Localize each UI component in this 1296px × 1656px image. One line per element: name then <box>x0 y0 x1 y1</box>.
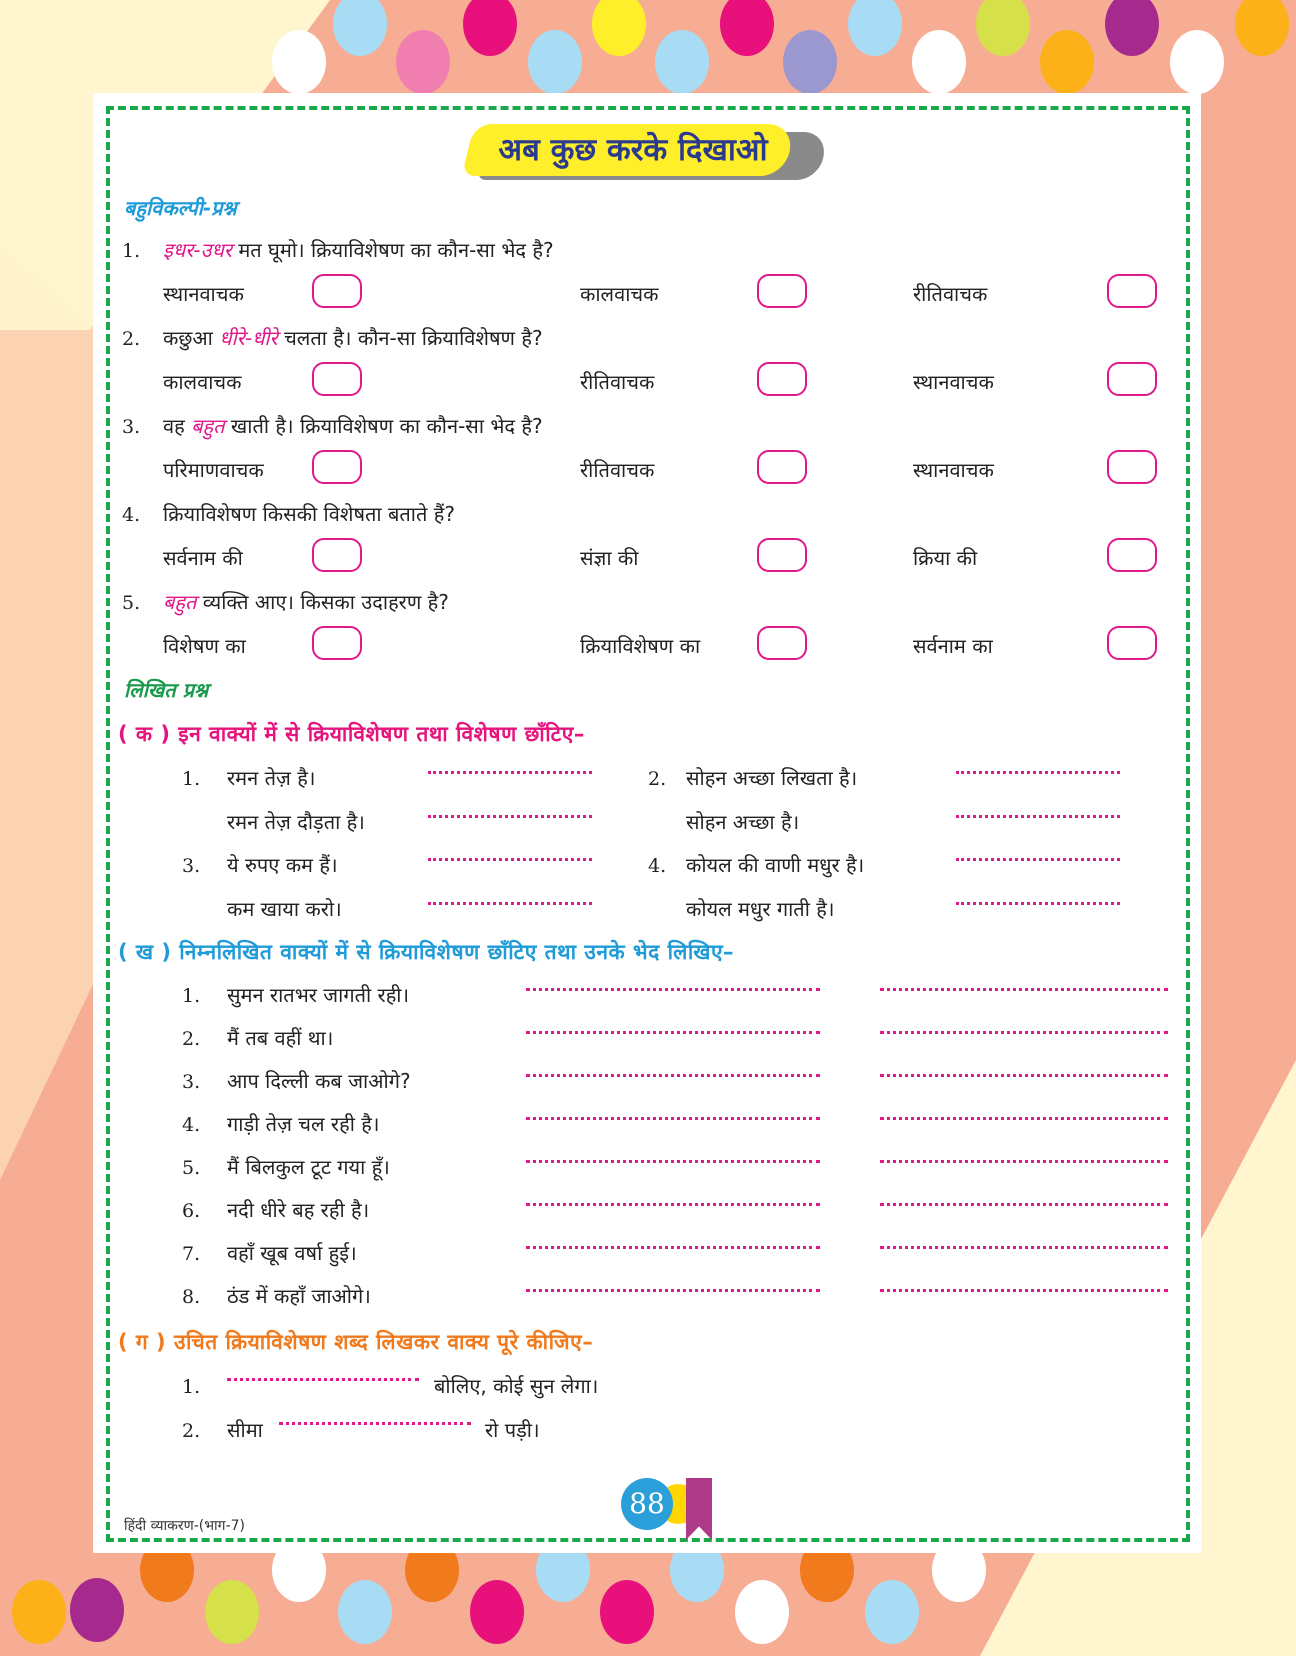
question-prefix: क्रियाविशेषण किसकी विशेषता बताते हैं? <box>163 502 455 526</box>
highlighted-word: धीरे-धीरे <box>219 326 278 350</box>
item-text: गाड़ी तेज़ चल रही है। <box>227 1112 380 1136</box>
decorative-dot <box>1235 0 1289 56</box>
question-rest: व्यक्ति आए। किसका उदाहरण है? <box>196 590 449 614</box>
answer-checkbox[interactable] <box>1107 538 1157 572</box>
question-text <box>163 236 554 263</box>
answer-blank-adverb[interactable] <box>526 988 820 991</box>
answer-blank-type[interactable] <box>880 1031 1168 1034</box>
item-text: ठंड में कहाँ जाओगे। <box>227 1284 371 1308</box>
answer-blank-adverb[interactable] <box>526 1203 820 1206</box>
item-text: नदी धीरे बह रही है। <box>227 1198 370 1222</box>
answer-checkbox[interactable] <box>757 450 807 484</box>
answer-blank-adverb[interactable] <box>526 1117 820 1120</box>
decorative-dot <box>1105 0 1159 56</box>
answer-checkbox[interactable] <box>1107 626 1157 660</box>
answer-blank[interactable] <box>956 815 1120 818</box>
question-text <box>163 500 455 527</box>
item-text: मैं तब वहीं था। <box>227 1026 334 1050</box>
item-text: मैं बिलकुल टूट गया हूँ। <box>227 1155 390 1179</box>
item-text: सुमन रातभर जागती रही। <box>227 983 410 1007</box>
question-number: 1. <box>122 240 141 262</box>
answer-blank-type[interactable] <box>880 1289 1168 1292</box>
mcq-heading: बहुविकल्पी-प्रश्न <box>124 196 237 220</box>
answer-checkbox[interactable] <box>312 362 362 396</box>
answer-checkbox[interactable] <box>757 362 807 396</box>
highlighted-word: बहुत <box>191 414 225 438</box>
option-label: रीतिवाचक <box>580 370 655 394</box>
question-number: 4. <box>122 504 141 526</box>
answer-blank[interactable] <box>227 1378 419 1381</box>
answer-checkbox[interactable] <box>757 538 807 572</box>
page-number: 88 <box>621 1478 673 1530</box>
option-label: स्थानवाचक <box>913 370 994 394</box>
item-number: 2. <box>182 1028 201 1050</box>
answer-blank[interactable] <box>428 858 592 861</box>
option-label: स्थानवाचक <box>163 282 244 306</box>
decorative-dot <box>205 1580 259 1644</box>
item-number: 1. <box>182 768 201 790</box>
answer-blank[interactable] <box>956 771 1120 774</box>
answer-blank-type[interactable] <box>880 1117 1168 1120</box>
decorative-dot <box>600 1580 654 1644</box>
written-heading: लिखित प्रश्न <box>124 678 209 702</box>
item-number: 2. <box>182 1420 201 1442</box>
part-b-heading: ( ख ) निम्नलिखित वाक्यों में से क्रियाविशेषण छाँटिए तथा उनके भेद लिखिए– <box>118 940 735 964</box>
answer-blank-type[interactable] <box>880 1246 1168 1249</box>
answer-blank-adverb[interactable] <box>526 1160 820 1163</box>
item-text: सोहन अच्छा है। <box>686 810 800 834</box>
question-rest: चलता है। कौन-सा क्रियाविशेषण है? <box>277 326 543 350</box>
option-label: सर्वनाम की <box>163 546 243 570</box>
item-number: 6. <box>182 1200 201 1222</box>
decorative-dot <box>592 0 646 56</box>
answer-blank-adverb[interactable] <box>526 1289 820 1292</box>
question-text <box>163 412 543 439</box>
option-label: स्थानवाचक <box>913 458 994 482</box>
decorative-dot <box>333 0 387 56</box>
answer-blank-type[interactable] <box>880 988 1168 991</box>
item-number: 3. <box>182 855 201 877</box>
option-label: कालवाचक <box>163 370 242 394</box>
option-label: सर्वनाम का <box>913 634 993 658</box>
answer-blank[interactable] <box>428 902 592 905</box>
question-prefix: वह <box>163 414 192 438</box>
decorative-dot <box>1170 30 1224 94</box>
answer-checkbox[interactable] <box>312 538 362 572</box>
decorative-dot <box>528 30 582 94</box>
answer-blank[interactable] <box>956 858 1120 861</box>
answer-blank[interactable] <box>956 902 1120 905</box>
decorative-dot <box>272 30 326 94</box>
item-text: कम खाया करो। <box>227 897 342 921</box>
question-number: 5. <box>122 592 141 614</box>
decorative-dot <box>865 1580 919 1644</box>
item-text: रमन तेज़ दौड़ता है। <box>227 810 365 834</box>
decorative-dot <box>338 1580 392 1644</box>
answer-blank[interactable] <box>279 1422 471 1425</box>
answer-checkbox[interactable] <box>757 274 807 308</box>
decorative-dot <box>70 1578 124 1642</box>
decorative-dot <box>12 1580 66 1644</box>
item-number: 5. <box>182 1157 201 1179</box>
decorative-dot <box>396 30 450 94</box>
option-label: परिमाणवाचक <box>163 458 264 482</box>
item-text-after: रो पड़ी। <box>485 1418 540 1442</box>
decorative-dot <box>783 30 837 94</box>
decorative-dot <box>655 30 709 94</box>
decorative-dot <box>848 0 902 56</box>
question-text <box>163 324 543 351</box>
item-text: आप दिल्ली कब जाओगे? <box>227 1069 411 1093</box>
item-number: 7. <box>182 1243 201 1265</box>
item-number: 1. <box>182 1376 201 1398</box>
option-label: रीतिवाचक <box>580 458 655 482</box>
answer-checkbox[interactable] <box>757 626 807 660</box>
part-a-heading: ( क ) इन वाक्यों में से क्रियाविशेषण तथा विशेषण छाँटिए– <box>118 722 585 746</box>
question-rest: खाती है। क्रियाविशेषण का कौन-सा भेद है? <box>224 414 543 438</box>
answer-blank-adverb[interactable] <box>526 1074 820 1077</box>
question-number: 3. <box>122 416 141 438</box>
item-number: 2. <box>648 768 667 790</box>
item-text-before: सीमा <box>227 1418 263 1442</box>
question-prefix: कछुआ <box>163 326 220 350</box>
item-text-after: बोलिए, कोई सुन लेगा। <box>434 1374 599 1398</box>
decorative-dot <box>463 0 517 56</box>
answer-blank-adverb[interactable] <box>526 1246 820 1249</box>
item-text: कोयल मधुर गाती है। <box>686 897 835 921</box>
decorative-dot <box>912 30 966 94</box>
answer-checkbox[interactable] <box>1107 450 1157 484</box>
question-rest: मत घूमो। क्रियाविशेषण का कौन-सा भेद है? <box>231 238 554 262</box>
item-text: रमन तेज़ है। <box>227 766 316 790</box>
decorative-dot <box>976 0 1030 56</box>
item-number: 8. <box>182 1286 201 1308</box>
page-title-text: अब कुछ करके दिखाओ <box>498 132 768 168</box>
part-c-heading: ( ग ) उचित क्रियाविशेषण शब्द लिखकर वाक्य पूरे कीजिए– <box>118 1330 594 1354</box>
highlighted-word: बहुत <box>163 590 197 614</box>
answer-checkbox[interactable] <box>1107 362 1157 396</box>
answer-blank[interactable] <box>428 771 592 774</box>
question-text <box>163 588 449 615</box>
answer-blank[interactable] <box>428 815 592 818</box>
decorative-dot <box>1040 30 1094 94</box>
option-label: संज्ञा की <box>580 546 639 570</box>
item-number: 1. <box>182 985 201 1007</box>
item-text: सोहन अच्छा लिखता है। <box>686 766 858 790</box>
option-label: कालवाचक <box>580 282 659 306</box>
item-text: वहाँ खूब वर्षा हुई। <box>227 1241 357 1265</box>
answer-checkbox[interactable] <box>312 450 362 484</box>
answer-checkbox[interactable] <box>312 626 362 660</box>
page-title <box>468 124 828 182</box>
option-label: रीतिवाचक <box>913 282 988 306</box>
decorative-dot <box>720 0 774 56</box>
decorative-dot <box>735 1580 789 1644</box>
answer-checkbox[interactable] <box>312 274 362 308</box>
item-text: कोयल की वाणी मधुर है। <box>686 853 865 877</box>
answer-blank-adverb[interactable] <box>526 1031 820 1034</box>
highlighted-word: इधर-उधर <box>163 238 232 262</box>
answer-blank-type[interactable] <box>880 1160 1168 1163</box>
item-number: 4. <box>648 855 667 877</box>
item-number: 4. <box>182 1114 201 1136</box>
book-title: हिंदी व्याकरण-(भाग-7) <box>124 1518 245 1534</box>
item-text: ये रुपए कम हैं। <box>227 853 338 877</box>
item-number: 3. <box>182 1071 201 1093</box>
option-label: क्रियाविशेषण का <box>580 634 701 658</box>
question-number: 2. <box>122 328 141 350</box>
decorative-dot <box>470 1580 524 1644</box>
answer-checkbox[interactable] <box>1107 274 1157 308</box>
answer-blank-type[interactable] <box>880 1203 1168 1206</box>
option-label: क्रिया की <box>913 546 978 570</box>
option-label: विशेषण का <box>163 634 246 658</box>
answer-blank-type[interactable] <box>880 1074 1168 1077</box>
